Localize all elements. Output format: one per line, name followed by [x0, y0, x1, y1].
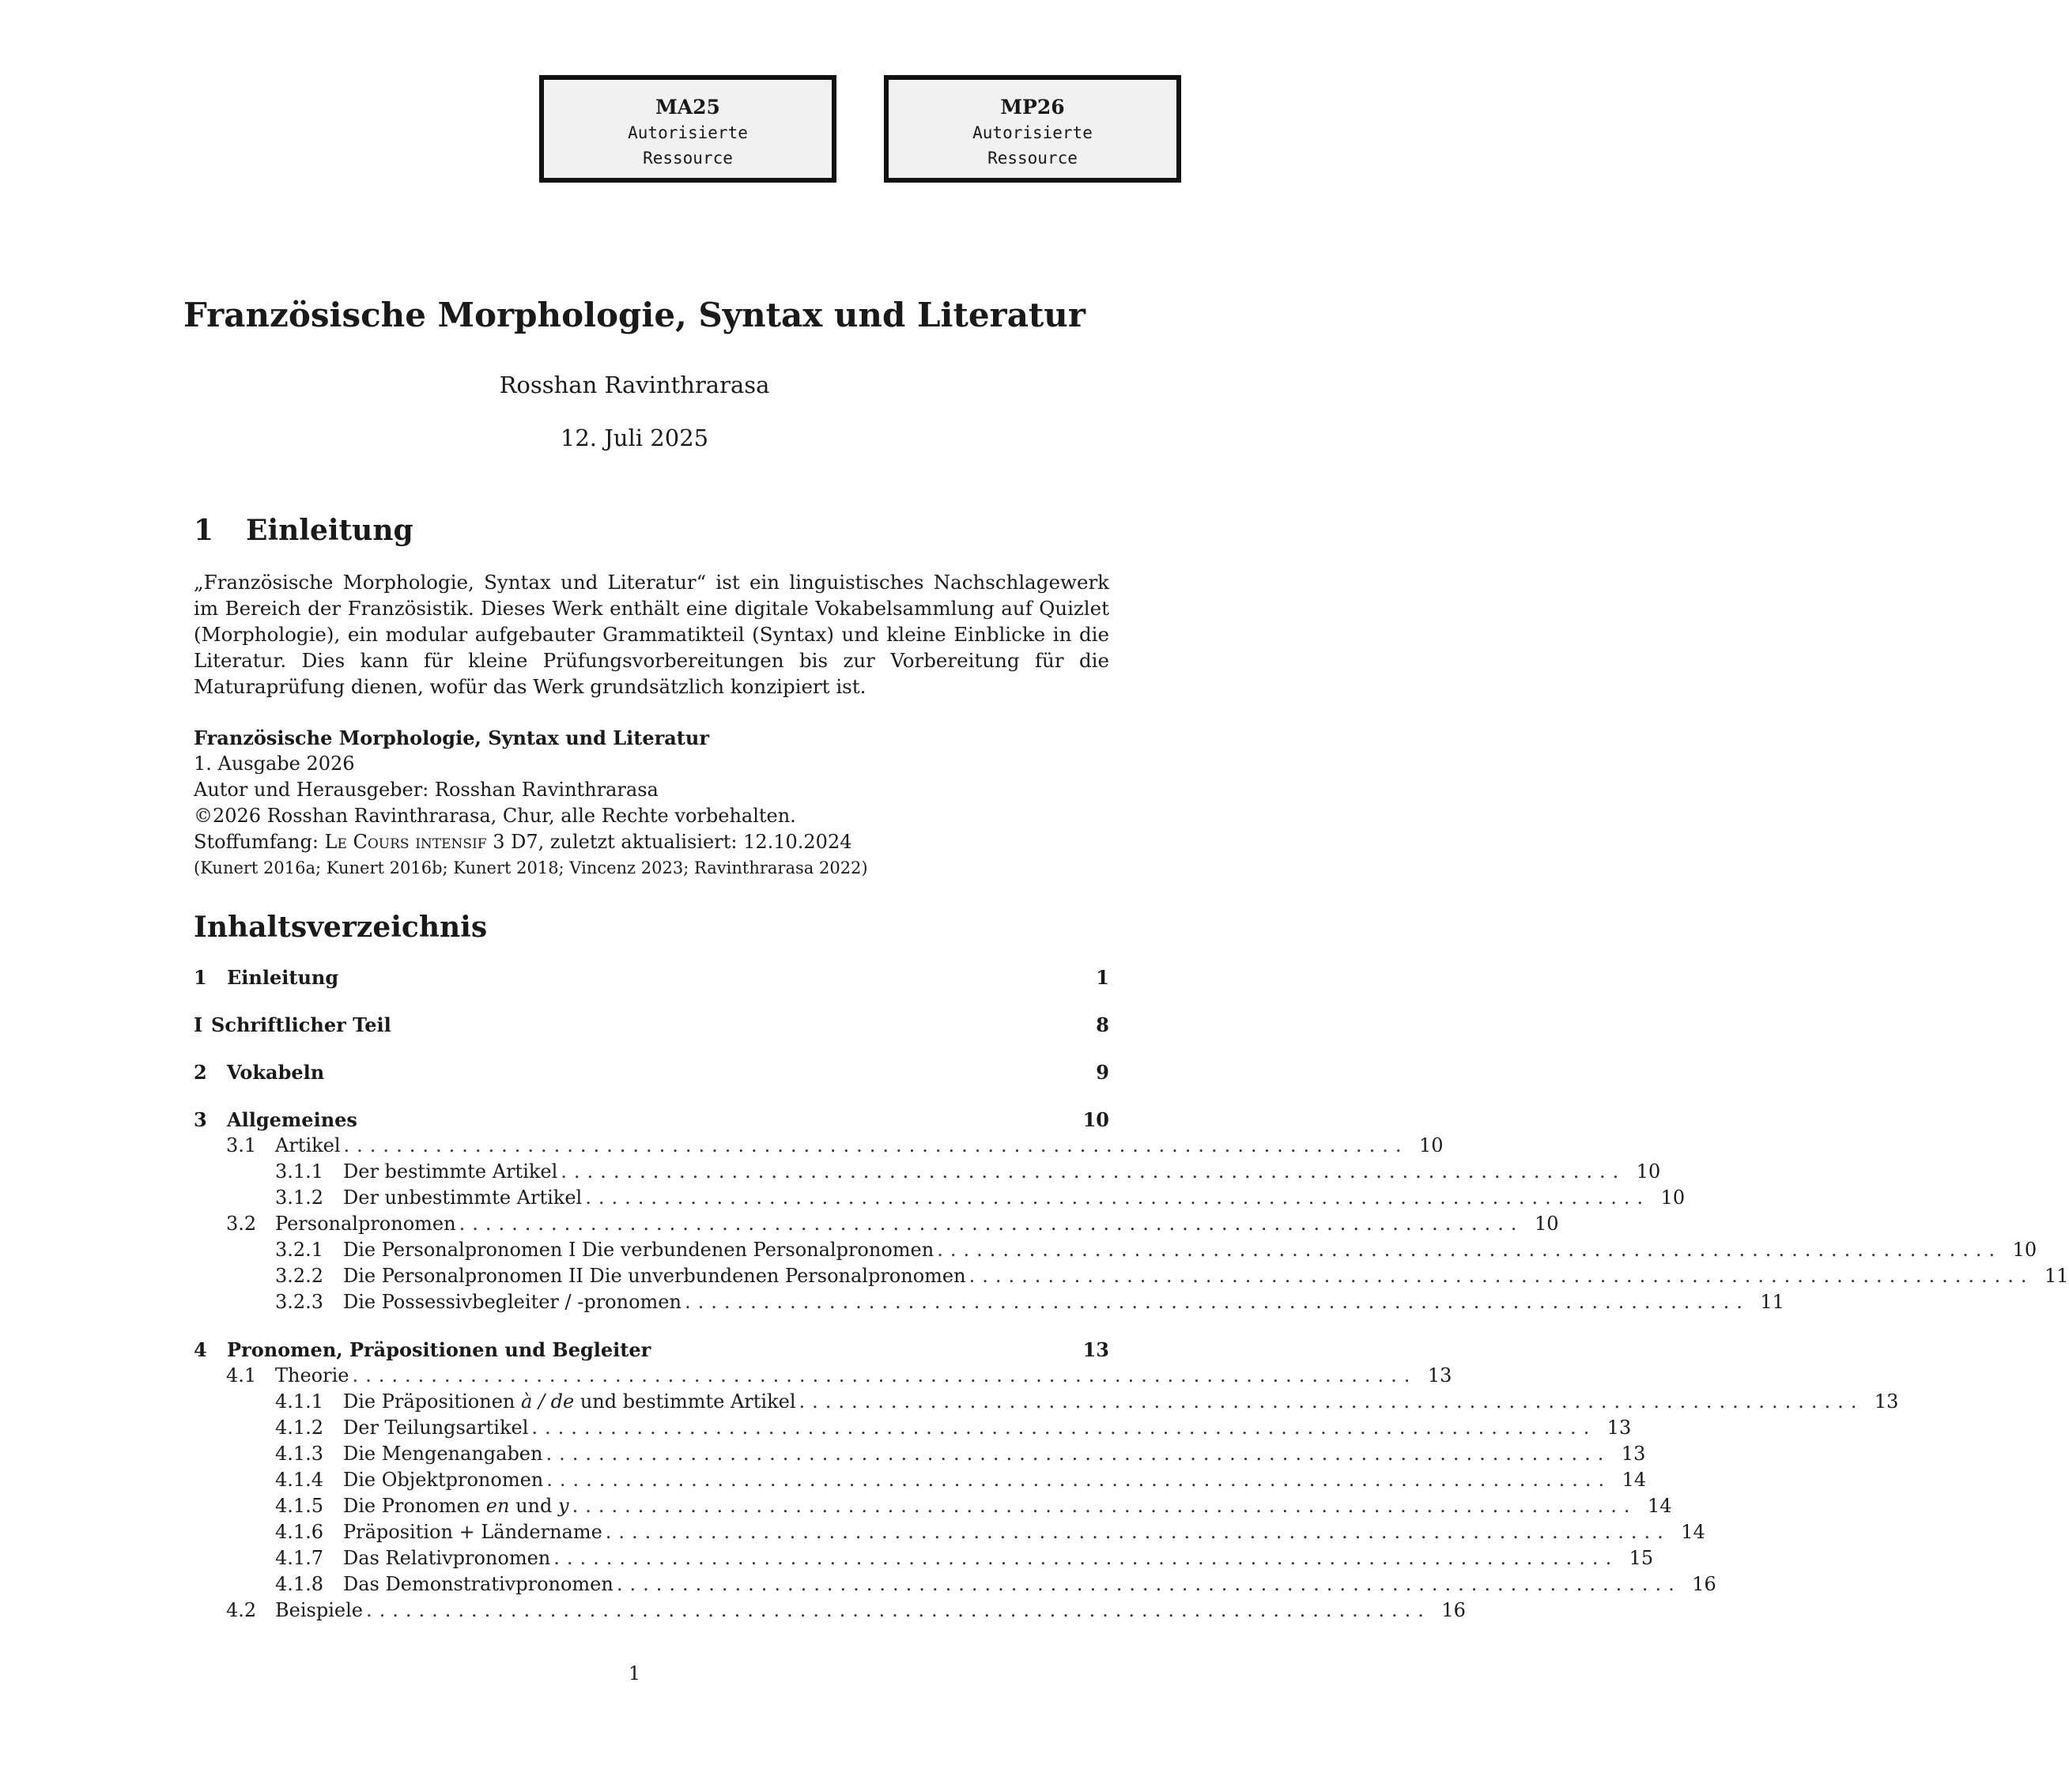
toc-page: 10 — [2012, 1239, 2037, 1261]
toc-label: Schriftlicher Teil — [211, 1013, 391, 1036]
publication-copyright: ©2026 Rosshan Ravinthrarasa, Chur, alle Rechte vorbehalten. — [194, 805, 796, 827]
toc-leader: ................................................................................. — [352, 1364, 1418, 1386]
toc-number: 2 — [194, 1061, 207, 1084]
toc-page: 13 — [1606, 1417, 1632, 1439]
toc-page: 1 — [1096, 966, 1109, 989]
toc-page: 11 — [1760, 1291, 1784, 1313]
toc-page: 14 — [1681, 1521, 1705, 1543]
toc-page: 8 — [1096, 1013, 1109, 1036]
publication-scope — [194, 829, 1109, 855]
toc-number: 4.1.7 — [275, 1547, 324, 1569]
scope-book: Le Cours intensif — [324, 831, 487, 853]
toc-entry[interactable] — [194, 1337, 1109, 1363]
toc-page: 13 — [1427, 1364, 1452, 1386]
toc-entry[interactable] — [194, 1415, 1632, 1441]
toc-entry[interactable] — [194, 1545, 1654, 1571]
section-title: Einleitung — [246, 514, 413, 547]
toc-number: I — [194, 1013, 203, 1036]
toc-leader: ................................................................................. — [531, 1417, 1597, 1439]
document-title: Französische Morphologie, Syntax und Literatur — [183, 296, 1085, 334]
toc-label: Präposition + Ländername — [343, 1521, 602, 1543]
toc-label-part: und — [509, 1495, 558, 1517]
toc-entry[interactable] — [194, 1059, 1109, 1085]
toc-page: 10 — [1418, 1134, 1444, 1156]
intro-paragraph: „Französische Morphologie, Syntax und Literatur“ ist ein linguistisches Nachschlagewerk im Bereich der Französistik. Dieses Werk enthält eine digitale Vokabelsammlung auf Quizlet (Morphologie), ein modular aufgebauter Grammatikteil (Syntax) und kleine Einblicke in die Literatur. Dies kann für kleine Prüfungsvorbereitungen bis zur Vorbereitung für die Maturaprüfung dienen, wofür das Werk grundsätzlich konzipiert ist. — [194, 571, 1109, 698]
toc-number: 4.1.2 — [275, 1417, 324, 1439]
stamp-mp26 — [884, 75, 1181, 183]
toc-leader: ................................................................................. — [572, 1495, 1637, 1517]
toc-number: 4.1 — [226, 1364, 257, 1386]
toc-label: Die Mengenangaben — [343, 1443, 543, 1465]
toc-leader: ................................................................................. — [553, 1547, 1619, 1569]
section-heading — [194, 514, 1109, 547]
toc-label-part: Die Pronomen — [343, 1495, 486, 1517]
toc-number: 4.2 — [226, 1599, 257, 1621]
toc-label-italic: en — [485, 1495, 510, 1517]
scope-prefix: Stoffumfang: — [194, 831, 325, 853]
document-date: 12. Juli 2025 — [560, 424, 709, 451]
toc-entry[interactable] — [194, 1107, 1109, 1133]
toc-page: 13 — [1621, 1443, 1646, 1465]
toc-number: 4.1.1 — [275, 1390, 324, 1413]
publication-edition: 1. Ausgabe 2026 — [194, 753, 355, 775]
toc-label: Personalpronomen — [275, 1213, 456, 1235]
toc-entry[interactable] — [194, 1263, 2069, 1289]
toc-entry[interactable] — [194, 1237, 2037, 1263]
toc-label: Die Personalpronomen I Die verbundenen Personalpronomen — [343, 1239, 934, 1261]
toc-leader: ................................................................................. — [365, 1599, 1431, 1621]
publication-citations: (Kunert 2016a; Kunert 2016b; Kunert 2018; Vincenz 2023; Ravinthrarasa 2022) — [194, 858, 868, 877]
toc-label-part: und bestimmte Artikel — [574, 1390, 796, 1413]
toc-label: Einleitung — [227, 966, 339, 989]
toc-leader: ................................................................................. — [343, 1134, 1409, 1156]
toc-number: 3.2.2 — [275, 1265, 324, 1287]
toc-label: Der unbestimmte Artikel — [343, 1186, 583, 1209]
toc-label — [343, 1493, 569, 1519]
toc-number: 4.1.3 — [275, 1443, 324, 1465]
toc-page: 16 — [1441, 1599, 1466, 1621]
toc-entry[interactable] — [194, 1389, 1899, 1415]
toc-entry[interactable] — [194, 1159, 1661, 1185]
stamp-line: Ressource — [987, 149, 1078, 168]
toc-entry[interactable] — [194, 1493, 1672, 1519]
toc-label-italic: à / de — [521, 1390, 575, 1413]
toc-entry[interactable] — [194, 1289, 1784, 1315]
toc-leader: ................................................................................. — [968, 1265, 2034, 1287]
toc-entry[interactable] — [194, 1467, 1647, 1493]
toc-entry[interactable] — [194, 1211, 1559, 1237]
toc-entry[interactable] — [194, 964, 1109, 990]
toc-label: Vokabeln — [227, 1061, 325, 1084]
toc-page: 13 — [1082, 1338, 1109, 1361]
toc-page: 15 — [1629, 1547, 1654, 1569]
toc-label: Das Demonstrativpronomen — [343, 1573, 614, 1595]
toc-label: Die Possessivbegleiter / -pronomen — [343, 1291, 681, 1313]
toc-label-part: Die Präpositionen — [343, 1390, 521, 1413]
toc-leader: ................................................................................. — [616, 1573, 1682, 1595]
toc-number: 4.1.4 — [275, 1469, 324, 1491]
toc-entry[interactable] — [194, 1363, 1452, 1389]
toc-label: Die Personalpronomen II Die unverbundenen Personalpronomen — [343, 1265, 966, 1287]
toc-leader: ................................................................................. — [684, 1291, 1750, 1313]
toc-number: 3.1.2 — [275, 1186, 324, 1209]
section-number: 1 — [194, 514, 214, 547]
toc-leader: ................................................................................. — [799, 1390, 1864, 1413]
toc-entry[interactable] — [194, 1571, 1716, 1598]
toc-number: 4.1.6 — [275, 1521, 324, 1543]
scope-suffix: 3 D7, zuletzt aktualisiert: 12.10.2024 — [486, 831, 852, 853]
toc-page: 14 — [1622, 1469, 1647, 1491]
toc-page: 14 — [1647, 1495, 1672, 1517]
document-author: Rosshan Ravinthrarasa — [499, 372, 770, 398]
toc-page: 10 — [1082, 1108, 1109, 1131]
toc-page: 11 — [2044, 1265, 2069, 1287]
toc-leader: ................................................................................. — [546, 1443, 1611, 1465]
toc-page: 10 — [1534, 1213, 1559, 1235]
toc-leader: ................................................................................. — [937, 1239, 2003, 1261]
stamp-line: Ressource — [643, 149, 733, 168]
toc-label: Pronomen, Präpositionen und Begleiter — [227, 1338, 651, 1361]
toc-number: 4 — [194, 1338, 207, 1361]
toc-number: 4.1.5 — [275, 1495, 324, 1517]
toc-entry[interactable] — [194, 1133, 1444, 1159]
toc-number: 3.1 — [226, 1134, 257, 1156]
toc-number: 1 — [194, 966, 207, 989]
toc-leader: ................................................................................. — [585, 1186, 1651, 1209]
toc-number: 4.1.8 — [275, 1573, 324, 1595]
toc-page: 10 — [1636, 1160, 1661, 1183]
stamp-code: MA25 — [655, 96, 720, 119]
toc-leader: ................................................................................. — [546, 1469, 1612, 1491]
toc-label — [343, 1389, 796, 1415]
toc-label: Der Teilungsartikel — [343, 1417, 529, 1439]
toc-number: 3.1.1 — [275, 1160, 324, 1183]
toc-entry[interactable] — [194, 1598, 1466, 1624]
toc-label: Das Relativpronomen — [343, 1547, 551, 1569]
toc-number: 3.2.1 — [275, 1239, 324, 1261]
toc-page: 10 — [1660, 1186, 1686, 1209]
toc-label: Beispiele — [275, 1599, 363, 1621]
toc-number: 3.2.3 — [275, 1291, 324, 1313]
toc-label: Die Objektpronomen — [343, 1469, 544, 1491]
toc-label: Allgemeines — [227, 1108, 357, 1131]
toc-entry[interactable] — [194, 1185, 1686, 1211]
toc-page: 16 — [1692, 1573, 1716, 1595]
toc-number: 3 — [194, 1108, 207, 1131]
toc-title: Inhaltsverzeichnis — [194, 911, 488, 944]
table-of-contents — [194, 964, 2069, 1624]
publication-info — [194, 725, 1109, 881]
toc-entry[interactable] — [194, 1519, 1705, 1545]
toc-label-italic: y — [558, 1495, 569, 1517]
toc-leader: ................................................................................. — [459, 1213, 1524, 1235]
toc-leader: ................................................................................. — [605, 1521, 1671, 1543]
toc-page: 13 — [1874, 1390, 1899, 1413]
toc-label: Theorie — [275, 1364, 349, 1386]
toc-entry[interactable] — [194, 1012, 1109, 1038]
toc-leader: ................................................................................. — [561, 1160, 1626, 1183]
toc-page: 9 — [1096, 1061, 1109, 1084]
toc-label: Artikel — [275, 1134, 341, 1156]
publication-author: Autor und Herausgeber: Rosshan Ravinthrarasa — [194, 779, 659, 801]
stamp-line: Autorisierte — [628, 123, 748, 142]
publication-title: Französische Morphologie, Syntax und Literatur — [194, 726, 709, 749]
page-number: 1 — [628, 1662, 641, 1684]
stamp-code: MP26 — [1000, 96, 1065, 119]
toc-number: 3.2 — [226, 1213, 257, 1235]
stamp-ma25 — [539, 75, 836, 183]
toc-label: Der bestimmte Artikel — [343, 1160, 558, 1183]
toc-entry[interactable] — [194, 1441, 1646, 1467]
stamp-line: Autorisierte — [972, 123, 1093, 142]
